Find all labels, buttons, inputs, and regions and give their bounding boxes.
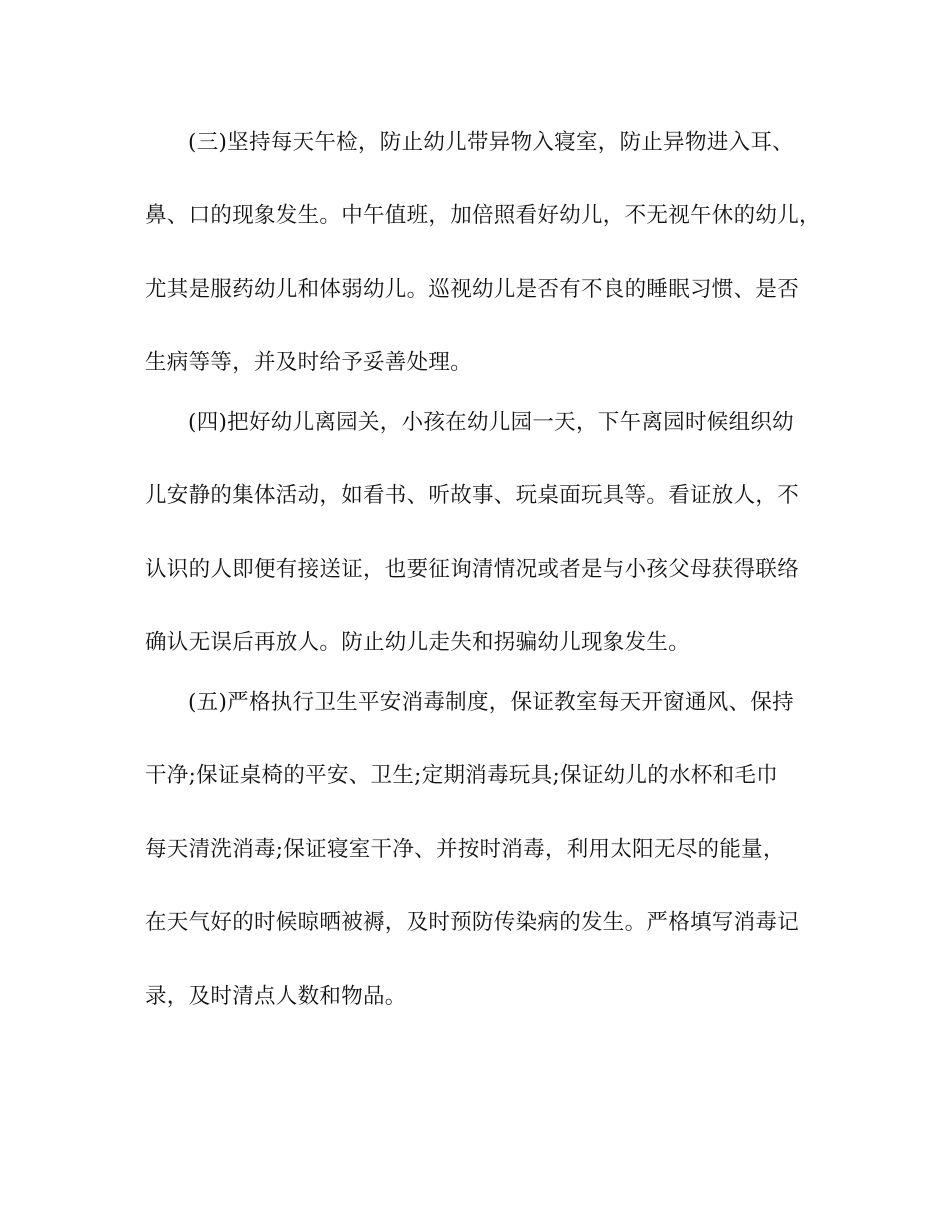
text-line: 儿安静的集体活动，如看书、听故事、玩桌面玩具等。看证放人，不 [145, 483, 800, 508]
text-line: 干净;保证桌椅的平安、卫生;定期消毒玩具;保证幼儿的水杯和毛巾 [145, 763, 779, 788]
text-line: 认识的人即便有接送证，也要征询清情况或者是与小孩父母获得联络 [145, 557, 800, 582]
text-line: 每天清洗消毒;保证寝室干净、并按时消毒，利用太阳无尽的能量， [145, 837, 785, 862]
text-line: 生病等等，并及时给予妥善处理。 [145, 350, 473, 375]
text-line: 鼻、口的现象发生。中午值班，加倍照看好幼儿，不无视午休的幼儿， [145, 203, 821, 228]
text-line: 在天气好的时候晾晒被褥，及时预防传染病的发生。严格填写消毒记 [145, 910, 800, 935]
text-line: 录，及时清点人数和物品。 [145, 984, 407, 1009]
text-line: 尤其是服药幼儿和体弱幼儿。巡视幼儿是否有不良的睡眠习惯、是否 [145, 277, 800, 302]
text-line: 确认无误后再放人。防止幼儿走失和拐骗幼儿现象发生。 [145, 630, 691, 655]
text-line: (五)严格执行卫生平安消毒制度，保证教室每天开窗通风、保持 [188, 690, 794, 715]
text-line: (三)坚持每天午检，防止幼儿带异物入寝室，防止异物进入耳、 [188, 130, 794, 155]
text-line: (四)把好幼儿离园关，小孩在幼儿园一天，下午离园时候组织幼 [188, 410, 794, 435]
